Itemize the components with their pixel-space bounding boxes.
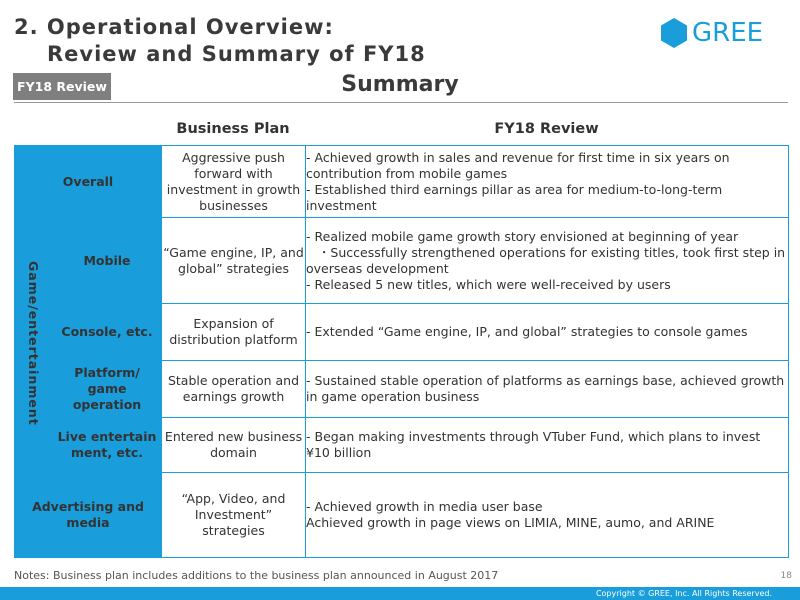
divider — [14, 102, 788, 103]
row-label-platform: Platform/ game operation — [53, 361, 162, 418]
plan-cell-overall: Aggressive push forward with investment in growth businesses — [162, 146, 306, 218]
review-cell-overall — [306, 146, 789, 218]
column-header-review: FY18 Review — [494, 121, 599, 137]
review-cell-console — [306, 304, 789, 361]
review-line: - Began making investments through VTuber Fund, which plans to invest ¥10 billion — [306, 429, 761, 460]
review-cell-platform — [306, 361, 789, 418]
title-line-2: Review and Summary of FY18 — [47, 42, 426, 66]
plan-cell-mobile: “Game engine, IP, and global” strategies — [162, 218, 306, 304]
plan-cell-live: Entered new business domain — [162, 418, 306, 473]
logo-text: GREE — [692, 18, 764, 48]
table-row-overall — [15, 146, 789, 218]
review-line: ・Successfully strengthened operations for existing titles, took first step in overseas development — [306, 244, 786, 276]
summary-table — [14, 145, 789, 558]
plan-cell-platform: Stable operation and earnings growth — [162, 361, 306, 418]
row-label-advertising: Advertising and media — [15, 473, 162, 558]
review-line: - Released 5 new titles, which were well-received by users — [306, 276, 671, 292]
review-line: - Sustained stable operation of platforms as earnings base, achieved growth in game operation business — [306, 373, 785, 404]
hexagon-logo-icon — [660, 17, 688, 49]
footnote: Notes: Business plan includes additions to the business plan announced in August 2017 — [14, 569, 499, 582]
slide-title — [14, 14, 426, 68]
row-label-live: Live entertain ment, etc. — [53, 418, 162, 473]
review-line: - Realized mobile game growth story envisioned at beginning of year — [306, 228, 739, 244]
copyright: Copyright © GREE, Inc. All Rights Reserved. — [595, 589, 772, 598]
page-number: 18 — [780, 571, 792, 581]
group-label: Game/entertainment — [26, 261, 41, 426]
review-line: Achieved growth in page views on LIMIA, MINE, aumo, and ARINE — [306, 515, 715, 530]
gree-logo — [660, 17, 763, 49]
summary-heading: Summary — [341, 72, 459, 97]
table-row-mobile — [15, 218, 789, 304]
column-header-plan: Business Plan — [176, 121, 290, 137]
title-line-1: 2. Operational Overview: — [14, 15, 334, 39]
table-row-console — [15, 304, 789, 361]
review-line: - Established third earnings pillar as area for medium-to-long-term investment — [306, 181, 723, 213]
plan-cell-advertising: “App, Video, and Investment” strategies — [162, 473, 306, 558]
row-label-mobile: Mobile — [53, 218, 162, 304]
review-cell-mobile — [306, 218, 789, 304]
plan-cell-console: Expansion of distribution platform — [162, 304, 306, 361]
row-group-game-entertainment — [15, 218, 53, 473]
section-tag: FY18 Review — [13, 73, 111, 100]
row-label-overall: Overall — [15, 146, 162, 218]
footer-bar — [0, 587, 800, 600]
review-cell-advertising — [306, 473, 789, 558]
review-cell-live — [306, 418, 789, 473]
row-label-console: Console, etc. — [53, 304, 162, 361]
table-row-platform — [15, 361, 789, 418]
table-row-live — [15, 418, 789, 473]
table-row-advertising — [15, 473, 789, 558]
review-line: - Achieved growth in media user base — [306, 499, 543, 514]
review-line: - Achieved growth in sales and revenue for first time in six years on contribution from mobile games — [306, 149, 730, 181]
review-line: - Extended “Game engine, IP, and global” strategies to console games — [306, 324, 748, 339]
